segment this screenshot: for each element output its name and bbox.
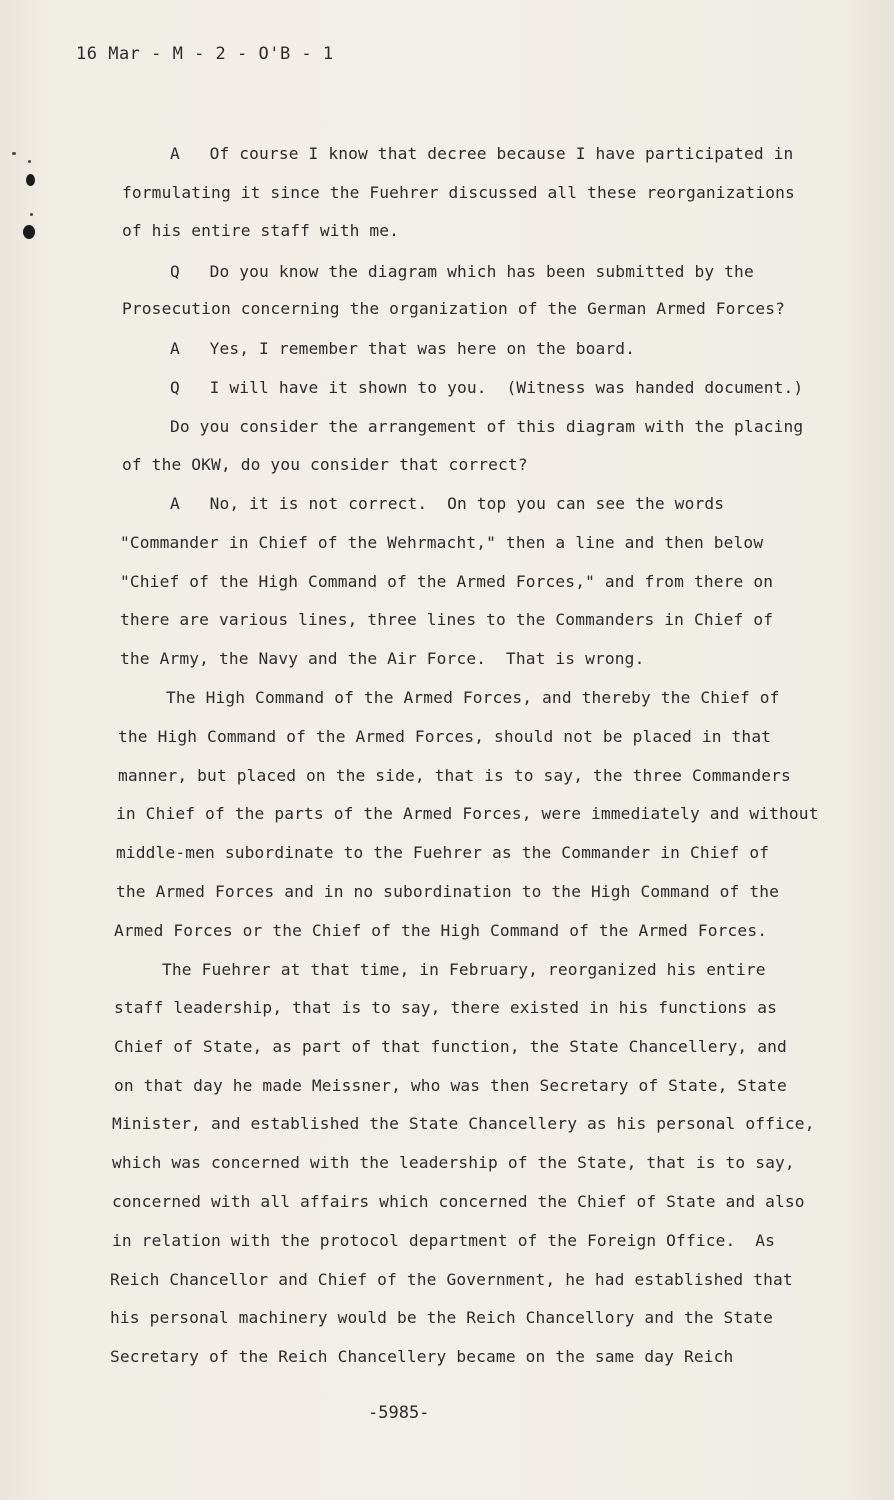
text-line: Do you consider the arrangement of this diagram with the placing bbox=[170, 417, 804, 436]
text-line: formulating it since the Fuehrer discussed all these reorganizations bbox=[122, 183, 795, 202]
text-line: the Army, the Navy and the Air Force. That is wrong. bbox=[120, 649, 645, 668]
text-line: which was concerned with the leadership of the State, that is to say, bbox=[112, 1153, 795, 1172]
text-line: of his entire staff with me. bbox=[122, 221, 400, 240]
text-line: on that day he made Meissner, who was then Secretary of State, State bbox=[114, 1076, 787, 1095]
text-line: there are various lines, three lines to the Commanders in Chief of bbox=[120, 610, 774, 629]
text-line: Secretary of the Reich Chancellery became on the same day Reich bbox=[110, 1347, 734, 1366]
text-line: the Armed Forces and in no subordination to the High Command of the bbox=[116, 882, 780, 901]
margin-mark bbox=[28, 160, 31, 163]
page-number: -5985- bbox=[368, 1403, 430, 1423]
margin-mark bbox=[12, 152, 16, 155]
text-line: A Of course I know that decree because I have participated in bbox=[170, 144, 794, 163]
punch-hole-bottom bbox=[23, 225, 35, 239]
text-line: staff leadership, that is to say, there existed in his functions as bbox=[114, 998, 778, 1017]
text-line: Q I will have it shown to you. (Witness was handed document.) bbox=[170, 378, 804, 397]
text-line: middle-men subordinate to the Fuehrer as the Commander in Chief of bbox=[116, 843, 770, 862]
text-line: Chief of State, as part of that function, the State Chancellery, and bbox=[114, 1037, 787, 1056]
page-header: 16 Mar - M - 2 - O'B - 1 bbox=[76, 44, 334, 64]
text-line: manner, but placed on the side, that is to say, the three Commanders bbox=[118, 766, 791, 785]
text-line: A Yes, I remember that was here on the board. bbox=[170, 339, 636, 358]
punch-hole-top bbox=[26, 174, 35, 186]
text-line: The Fuehrer at that time, in February, reorganized his entire bbox=[162, 960, 766, 979]
text-line: Prosecution concerning the organization of the German Armed Forces? bbox=[122, 299, 786, 318]
text-line: in Chief of the parts of the Armed Forces, were immediately and without bbox=[116, 804, 819, 823]
text-line: in relation with the protocol department of the Foreign Office. As bbox=[112, 1231, 776, 1250]
text-line: Minister, and established the State Chancellery as his personal office, bbox=[112, 1114, 815, 1133]
text-line: the High Command of the Armed Forces, should not be placed in that bbox=[118, 727, 772, 746]
text-line: A No, it is not correct. On top you can see the words bbox=[170, 494, 725, 513]
text-line: concerned with all affairs which concerned the Chief of State and also bbox=[112, 1192, 805, 1211]
text-line: The High Command of the Armed Forces, and thereby the Chief of bbox=[166, 688, 780, 707]
text-line: Reich Chancellor and Chief of the Government, he had established that bbox=[110, 1270, 793, 1289]
text-line: "Commander in Chief of the Wehrmacht," then a line and then below bbox=[120, 533, 764, 552]
text-line: Armed Forces or the Chief of the High Command of the Armed Forces. bbox=[114, 921, 768, 940]
text-line: Q Do you know the diagram which has been submitted by the bbox=[170, 262, 754, 281]
text-line: "Chief of the High Command of the Armed Forces," and from there on bbox=[120, 572, 774, 591]
margin-mark bbox=[30, 213, 33, 216]
text-line: of the OKW, do you consider that correct? bbox=[122, 455, 528, 474]
text-line: his personal machinery would be the Reich Chancellory and the State bbox=[110, 1308, 774, 1327]
